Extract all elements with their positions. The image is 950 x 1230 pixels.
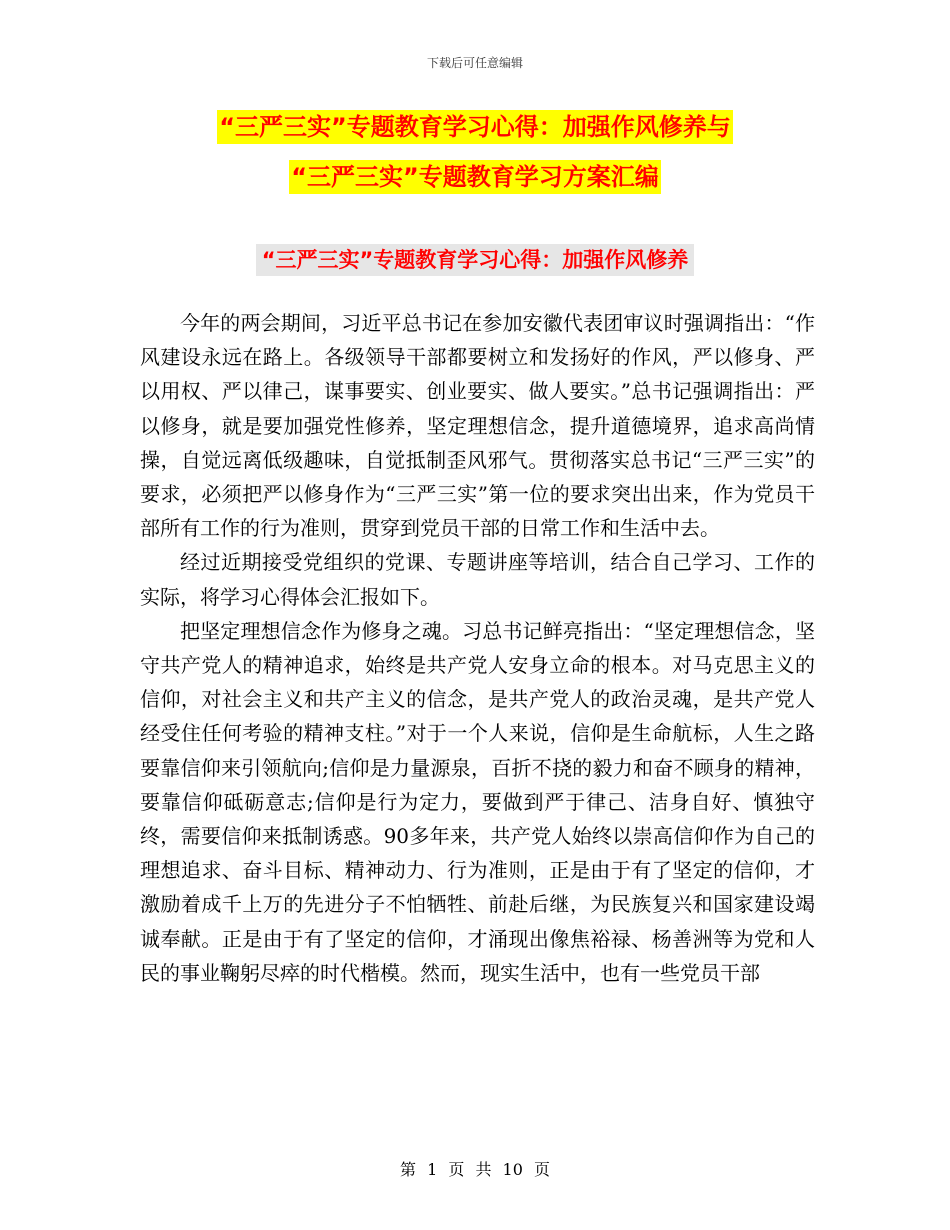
document-title xyxy=(0,110,950,210)
paragraph-1: 今年的两会期间，习近平总书记在参加安徽代表团审议时强调指出：“作风建设永远在路上。各级领导干部都要树立和发扬好的作风，严以修身、严以用权、严以律己，谋事要实、创业要实、做人要实。”总书记强调指出：严以修身，就是要加强党性修养，坚定理想信念，提升道德境界，追求高尚情操，自觉远离低级趣味，自觉抵制歪风邪气。贯彻落实总书记“三严三实”的要求，必须把严以修身作为“三严三实”第一位的要求突出出来，作为党员干部所有工作的行为准则，贯穿到党员干部的日常工作和生活中去。 xyxy=(140,311,815,541)
title-line-1: “三严三实”专题教育学习心得：加强作风修养与 xyxy=(217,110,733,144)
section-heading-text: “三严三实”专题教育学习心得：加强作风修养 xyxy=(256,244,695,276)
paragraph-2: 经过近期接受党组织的党课、专题讲座等培训，结合自己学习、工作的实际，将学习心得体会汇报如下。 xyxy=(140,550,815,609)
title-line-2: “三严三实”专题教育学习方案汇编 xyxy=(289,160,661,194)
page-footer: 第 1 页 共 10 页 xyxy=(400,1160,550,1179)
section-heading xyxy=(0,244,950,276)
paragraph-3: 把坚定理想信念作为修身之魂。习总书记鲜亮指出：“坚定理想信念，坚守共产党人的精神追求，始终是共产党人安身立命的根本。对马克思主义的信仰，对社会主义和共产主义的信念，是共产党人的政治灵魂，是共产党人经受住任何考验的精神支柱。”对于一个人来说，信仰是生命航标，人生之路要靠信仰来引领航向;信仰是力量源泉，百折不挠的毅力和奋不顾身的精神，要靠信仰砥砺意志;信仰是行为定力，要做到严于律己、洁身自好、慎独守终，需要信仰来抵制诱惑。90多年来，共产党人始终以崇高信仰作为自己的理想追求、奋斗目标、精神动力、行为准则，正是由于有了坚定的信仰，才激励着成千上万的先进分子不怕牺牲、前赴后继，为民族复兴和国家建设竭诚奉献。正是由于有了坚定的信仰，才涌现出像焦裕禄、杨善洲等为党和人民的事业鞠躬尽瘁的时代楷模。然而，现实生活中，也有一些党员干部 xyxy=(140,618,815,985)
header-note: 下载后可任意编辑 xyxy=(426,56,523,70)
body-text xyxy=(140,306,815,990)
